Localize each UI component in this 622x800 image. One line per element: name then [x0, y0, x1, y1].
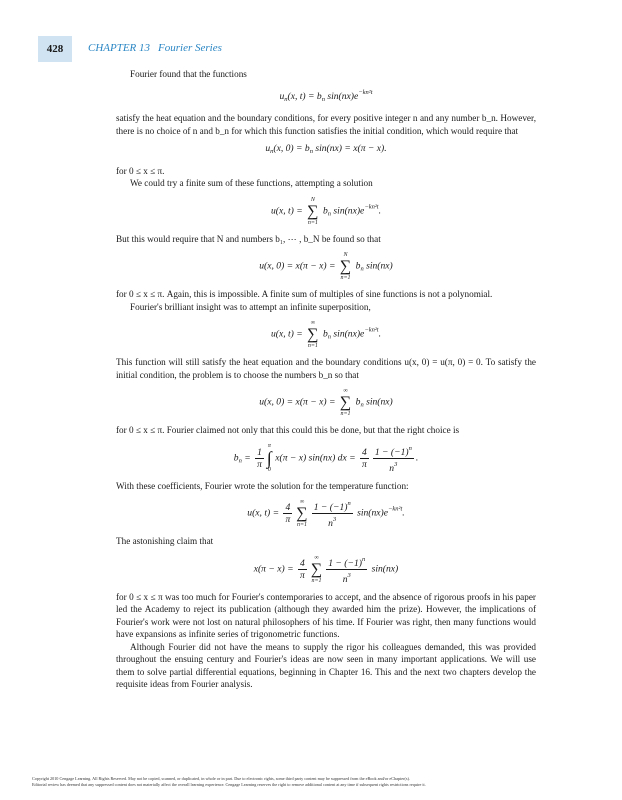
- equation-finite-initial: u(x, 0) = x(π − x) = N ∑ n=1 $b_n$ sin(nx): [259, 252, 393, 281]
- paragraph: With these coefficients, Fourier wrote the solution for the temperature function:: [116, 480, 409, 491]
- equation-infinite-sum: u(x, t) = ∞ ∑ n=1 $b_n$ $\sin(nx)e^{-kn^2t}$.: [270, 320, 382, 349]
- paragraph: We could try a finite sum of these functions, attempting a solution: [130, 178, 373, 188]
- equation-infinite-initial: u(x, 0) = x(π − x) = ∞ ∑ n=1 $b_n$ sin(nx): [259, 388, 393, 417]
- paragraph: Fourier's brilliant insight was to attempt an infinite superposition,: [130, 301, 371, 312]
- paragraph: for 0 ≤ x ≤ π. Again, this is impossible. A finite sum of multiples of sine functions is not a polynomial.: [116, 289, 493, 299]
- paragraph: for 0 ≤ x ≤ π was too much for Fourier's contemporaries to accept, and the absence of rigorous proofs in his paper led the Academy to reject its publication (although they awarded him the prize). However, the implications of Fourier's work were not lost on natural philosophers of his time. If Fourier was right, then many functions would have expansions as infinite series of trigonometric functions.: [116, 591, 536, 639]
- paragraph: The astonishing claim that: [116, 536, 214, 546]
- equation-expansion: x(π − x) = $\frac{4}{\pi}$ ∞ ∑ n=1 $\frac{1 - (-1)^n}{n^3}$ sin(nx): [253, 554, 399, 585]
- chapter-label: CHAPTER 13: [88, 42, 151, 54]
- equation-bn: $b_n$ = $\frac{1}{\pi}$ π ∫ 0 x(π − x) sin(nx) dx = $\frac{4}{\pi}$ $\frac{1 - (-1)^n}{n^3}$ .: [233, 442, 419, 474]
- chapter-title: Fourier Series: [158, 42, 222, 54]
- paragraph: for 0 ≤ x ≤ π. Fourier claimed not only that this could this be done, but that the right choice is: [116, 425, 460, 435]
- chapter-header: [88, 42, 222, 54]
- equation-finite-sum: u(x, t) = N ∑ n=1 $b_n$ $\sin(nx)e^{-kn^2t}$.: [270, 196, 382, 226]
- footer-line: Editorial review has deemed that any suppressed content does not materially affect the overall learning experience. Cengage Learning reserves the right to remove additional content at any time if subsequent rights restrictions require it.: [32, 782, 426, 787]
- equation-un-xt: $u_n(x$, $t) = b_n$ $\sin(nx)e^{-kn^2t}$: [279, 88, 373, 103]
- paragraph: This function will still satisfy the heat equation and the boundary conditions u(x, 0) = u(π, 0) = 0. To satisfy the initial condition, the problem is to choose the numbers b_n so that: [116, 357, 536, 380]
- paragraph: Although Fourier did not have the means to supply the rigor his colleagues demanded, this was provided throughout the ensuing century and Fourier's ideas are now seen in many important applications. We will use them to solve partial differential equations, beginning in Chapter 16. This and the next two chapters develop the requisite ideas from Fourier analysis.: [116, 641, 536, 689]
- equation-temperature-solution: u(x, t) = $\frac{4}{\pi}$ ∞ ∑ n=1 $\frac{1 - (-1)^n}{n^3}$ $\sin(nx)e^{-kn^2t}$.: [247, 499, 405, 529]
- paragraph: Fourier found that the functions: [130, 69, 247, 79]
- footer-line: Copyright 2010 Cengage Learning. All Rights Reserved. May not be copied, scanned, or duplicated, in whole or in part. Due to electronic rights, some third party content may be suppressed from the eBook and/or eChapter(s).: [32, 776, 410, 781]
- page-body: [116, 68, 536, 691]
- paragraph: But this would require that N and numbers b₁, ⋯ , b_N be found so that: [116, 233, 381, 244]
- page-number: 428: [38, 36, 72, 62]
- equation-un-x0: $u_n(x$, $0) = b_n$ sin(nx) = x(π − x).: [265, 143, 387, 155]
- copyright-footer: [32, 776, 592, 788]
- paragraph: satisfy the heat equation and the boundary conditions, for every positive integer n and any number b_n. However, there is no choice of n and b_n for which this function satisfies the initial condition, which would require that: [116, 113, 536, 136]
- paragraph: for 0 ≤ x ≤ π.: [116, 165, 165, 176]
